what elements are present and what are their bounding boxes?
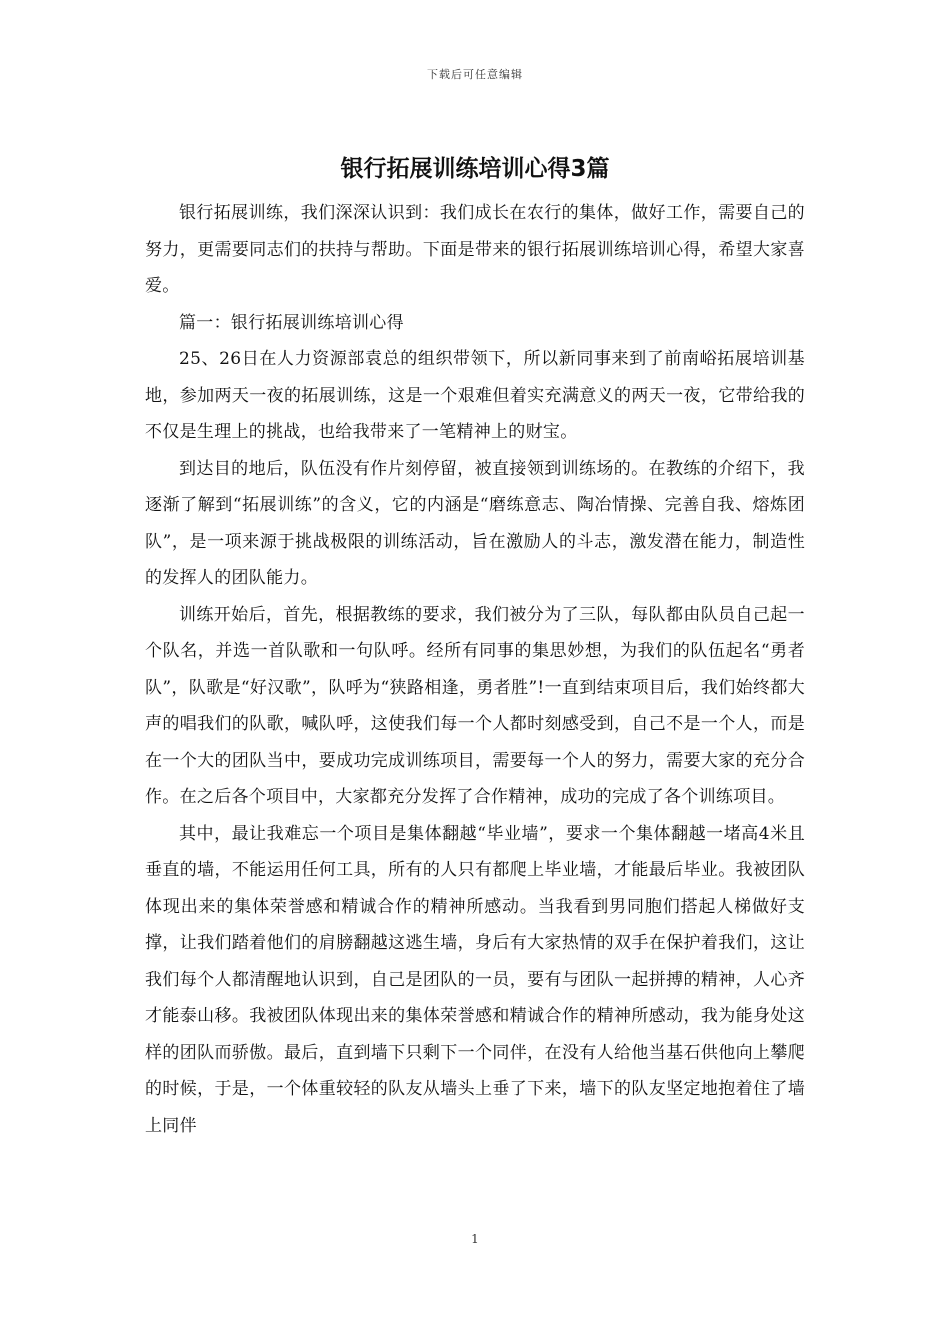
paragraph: 25、26日在人力资源部袁总的组织带领下，所以新同事来到了前南峪拓展培训基地，参加两天一夜的拓展训练，这是一个艰难但着实充满意义的两天一夜，它带给我的不仅是生理上的挑战，也给我带来了一笔精神上的财宝。 — [145, 349, 805, 442]
paragraph: 到达目的地后，队伍没有作片刻停留，被直接领到训练场的。在教练的介绍下，我逐渐了解到“拓展训练”的含义，它的内涵是“磨练意志、陶冶情操、完善自我、熔炼团队”，是一项来源于挑战极限的训练活动，旨在激励人的斗志，激发潜在能力，制造性的发挥人的团队能力。 — [145, 458, 805, 588]
paragraph: 训练开始后，首先，根据教练的要求，我们被分为了三队，每队都由队员自己起一个队名，并选一首队歌和一句队呼。经所有同事的集思妙想，为我们的队伍起名“勇者队”，队歌是“好汉歌”，队呼为“狭路相逢，勇者胜”!一直到结束项目后，我们始终都大声的唱我们的队歌，喊队呼，这使我们每一个人都时刻感受到，自己不是一个人，而是在一个大的团队当中，要成功完成训练项目，需要每一个人的努力，需要大家的充分合作。在之后各个项目中，大家都充分发挥了合作精神，成功的完成了各个训练项目。 — [145, 604, 805, 807]
paragraph: 其中，最让我难忘一个项目是集体翻越“毕业墙”，要求一个集体翻越一堵高4米且垂直的墙，不能运用任何工具，所有的人只有都爬上毕业墙，才能最后毕业。我被团队体现出来的集体荣誉感和精诚合作的精神所感动。当我看到男同胞们搭起人梯做好支撑，让我们踏着他们的肩膀翻越这逃生墙，身后有大家热情的双手在保护着我们，这让我们每个人都清醒地认识到，自己是团队的一员，要有与团队一起拼搏的精神，人心齐才能泰山移。我被团队体现出来的集体荣誉感和精诚合作的精神所感动，我为能身处这样的团队而骄傲。最后，直到墙下只剩下一个同伴，在没有人给他当基石供他向上攀爬的时候，于是，一个体重较轻的队友从墙头上垂了下来，墙下的队友坚定地抱着住了墙上同伴 — [145, 823, 805, 1136]
paragraph-intro: 银行拓展训练，我们深深认识到：我们成长在农行的集体，做好工作，需要自己的努力，更需要同志们的扶持与帮助。下面是带来的银行拓展训练培训心得，希望大家喜爱。 — [145, 203, 805, 296]
section-heading: 篇一：银行拓展训练培训心得 — [179, 312, 404, 333]
page-number: 1 — [471, 1232, 479, 1246]
page-header: 下载后可任意编辑 — [427, 68, 523, 81]
document-body — [145, 195, 805, 1144]
document-title: 银行拓展训练培训心得3篇 — [340, 156, 610, 182]
